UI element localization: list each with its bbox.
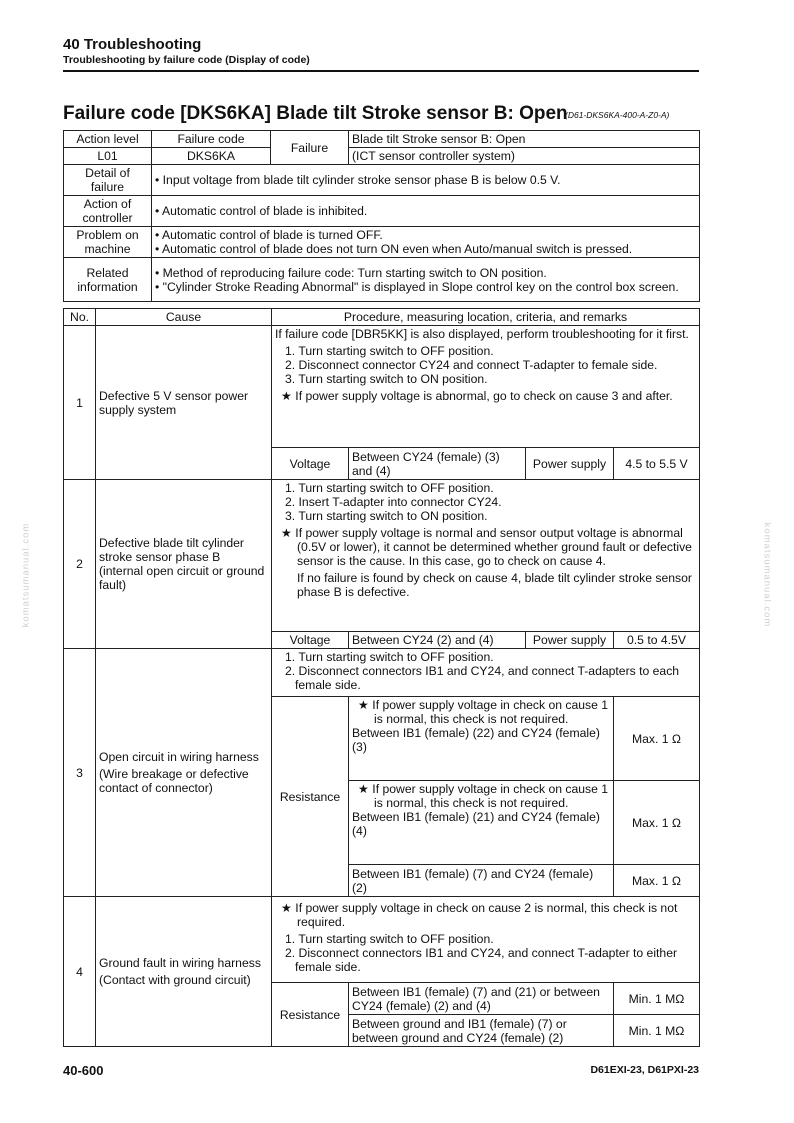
measurement-location: Between ground and IB1 (female) (7) or between ground and CY24 (female) (2) [349, 1015, 614, 1047]
criteria-value: Max. 1 Ω [614, 865, 700, 897]
table-header-row [64, 309, 700, 326]
problem-list [152, 227, 700, 258]
header-divider [63, 70, 699, 72]
caution-note: ★ If power supply voltage is normal and sensor output voltage is abnormal (0.5V or lower), it cannot be determined whether ground fault or defective sensor is the cause. In this case, go to check on cause 4. [281, 526, 692, 568]
criteria-value: Max. 1 Ω [614, 697, 700, 781]
procedure-text: 1. Turn starting switch to OFF position. 2. Disconnect connectors IB1 and CY24, and connect T-adapters to each female side. [272, 649, 700, 697]
causes-table [63, 308, 700, 1047]
table-row [64, 480, 700, 632]
cause-number: 4 [64, 897, 96, 1047]
measured-item: Power supply [526, 448, 614, 480]
cause-text: Ground fault in wiring harness (Contact with ground circuit) [96, 897, 272, 1047]
list-item: • "Cylinder Stroke Reading Abnormal" is displayed in Slope control key on the control box screen. [155, 279, 679, 294]
cause-text: Open circuit in wiring harness (Wire breakage or defective contact of connector) [96, 649, 272, 897]
criteria-value: Max. 1 Ω [614, 781, 700, 865]
failure-info-table [63, 130, 700, 302]
cause-number: 2 [64, 480, 96, 649]
procedure-text: 1. Turn starting switch to OFF position. 2. Insert T-adapter into connector CY24. 3. Turn starting switch to ON position. ★ If power supply voltage is normal and sensor output voltage is abnormal (0.5V or lower), it cannot be determined whether ground fault or defective sensor is the cause. In this case, go to check on cause 4. If no failure is found by check on cause 4, blade tilt cylinder stroke sensor phase B is defective. [272, 480, 700, 632]
measurement-type: Voltage [272, 448, 349, 480]
cause-number: 1 [64, 326, 96, 480]
measurement-location: Between IB1 (female) (7) and CY24 (female) (2) [349, 865, 614, 897]
col-no: No. [64, 309, 96, 326]
col-cause: Cause [96, 309, 272, 326]
caution-note: ★ If power supply voltage is abnormal, go to check on cause 3 and after. [281, 389, 673, 403]
failure-name-line2: (ICT sensor controller system) [349, 148, 700, 165]
failure-code-value: DKS6KA [152, 148, 271, 165]
measurement-location: Between CY24 (2) and (4) [349, 632, 526, 649]
failure-label: Failure [271, 131, 349, 165]
section-subtitle: Troubleshooting by failure code (Display of code) [63, 54, 310, 66]
failure-code-title: Failure code [DKS6KA] Blade tilt Stroke sensor B: Open [63, 103, 568, 124]
action-label: Action of controller [64, 196, 152, 227]
procedure-text: ★ If power supply voltage in check on cause 2 is normal, this check is not required. 1. Turn starting switch to OFF position. 2. Disconnect connectors IB1 and CY24, and connect T-adapter to either female side. [272, 897, 700, 983]
measured-item: Power supply [526, 632, 614, 649]
table-row [64, 326, 700, 448]
detail-label: Detail of failure [64, 165, 152, 196]
problem-label: Problem on machine [64, 227, 152, 258]
action-text: • Automatic control of blade is inhibited. [152, 196, 700, 227]
cause-text: Defective blade tilt cylinder stroke sensor phase B (internal open circuit or ground fault) [96, 480, 272, 649]
caution-note: ★ If power supply voltage in check on cause 1 is normal, this check is not required. [358, 782, 609, 810]
criteria-value: Min. 1 MΩ [614, 1015, 700, 1047]
caution-note: ★ If power supply voltage in check on cause 2 is normal, this check is not required. [281, 901, 678, 929]
criteria-value: Min. 1 MΩ [614, 983, 700, 1015]
page-number: 40-600 [63, 1063, 104, 1078]
failure-name-line1: Blade tilt Stroke sensor B: Open [349, 131, 700, 148]
criteria-value: 0.5 to 4.5V [614, 632, 700, 649]
measurement-type: Resistance [272, 983, 349, 1047]
watermark-right: komatsumanual.com [761, 522, 773, 628]
model-numbers: D61EXI-23, D61PXI-23 [590, 1064, 699, 1076]
related-label: Related information [64, 258, 152, 302]
measurement-location: ★ If power supply voltage in check on cause 1 is normal, this check is not required. Between IB1 (female) (21) and CY24 (female) (4) [349, 781, 614, 865]
action-level-value: L01 [64, 148, 152, 165]
measurement-type: Voltage [272, 632, 349, 649]
table-row [64, 649, 700, 697]
list-item: • Method of reproducing failure code: Turn starting switch to ON position. [155, 265, 547, 280]
list-item: • Automatic control of blade does not turn ON even when Auto/manual switch is pressed. [155, 242, 633, 256]
failure-code-label: Failure code [152, 131, 271, 148]
procedure-text: If failure code [DBR5KK] is also displayed, perform troubleshooting for it first. 1. Turn starting switch to OFF position. 2. Disconnect connector CY24 and connect T-adapter to female side. 3. Turn starting switch to ON position. ★ If power supply voltage is abnormal, go to check on cause 3 and after. [272, 326, 700, 448]
col-procedure: Procedure, measuring location, criteria, and remarks [272, 309, 700, 326]
document-code: (D61-DKS6KA-400-A-Z0-A) [565, 110, 670, 120]
cause-number: 3 [64, 649, 96, 897]
caution-note: ★ If power supply voltage in check on cause 1 is normal, this check is not required. [358, 698, 609, 726]
measurement-location: Between CY24 (female) (3) and (4) [349, 448, 526, 480]
measurement-type: Resistance [272, 697, 349, 897]
criteria-value: 4.5 to 5.5 V [614, 448, 700, 480]
watermark-left: komatsumanual.com [20, 522, 32, 628]
section-title: 40 Troubleshooting [63, 36, 202, 53]
action-level-label: Action level [64, 131, 152, 148]
measurement-location: ★ If power supply voltage in check on cause 1 is normal, this check is not required. Between IB1 (female) (22) and CY24 (female) (3) [349, 697, 614, 781]
table-row [64, 897, 700, 983]
related-list [152, 258, 700, 302]
measurement-location: Between IB1 (female) (7) and (21) or between CY24 (female) (2) and (4) [349, 983, 614, 1015]
detail-text: • Input voltage from blade tilt cylinder stroke sensor phase B is below 0.5 V. [152, 165, 700, 196]
list-item: • Automatic control of blade is turned OFF. [155, 228, 383, 242]
cause-text: Defective 5 V sensor power supply system [96, 326, 272, 480]
